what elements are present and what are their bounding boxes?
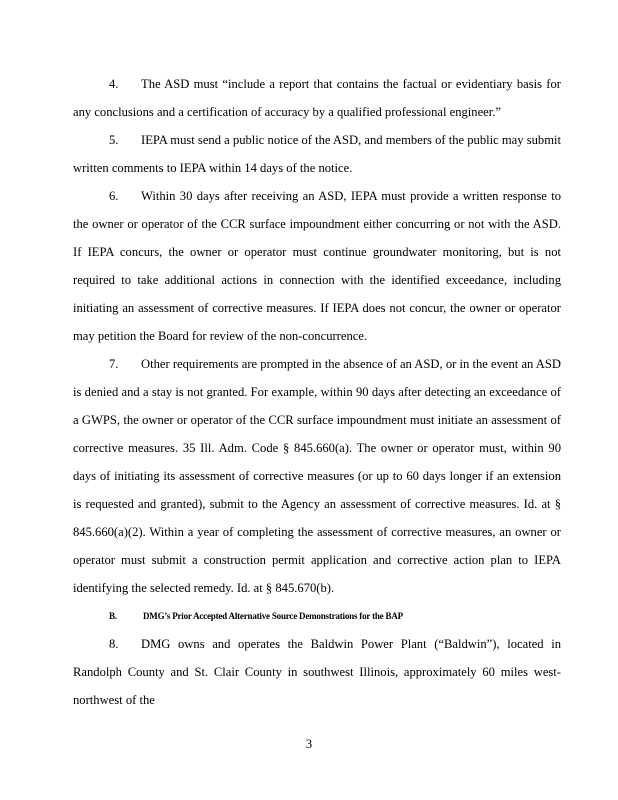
paragraph-8 [73, 630, 561, 714]
section-heading [109, 606, 561, 626]
paragraph-7 [73, 350, 561, 602]
paragraph-number: 4. [109, 77, 119, 91]
page-number: 3 [305, 737, 313, 751]
paragraph-number: 8. [109, 637, 119, 651]
paragraph-text: IEPA must send a public notice of the ASD, and members of the public may submit written comments to IEPA within 14 days of the notice. [73, 133, 561, 175]
paragraph-number: 6. [109, 189, 119, 203]
paragraph-6 [73, 182, 561, 350]
section-letter: B. [109, 611, 117, 621]
section-title: DMG’s Prior Accepted Alternative Source Demonstrations for the BAP [143, 611, 403, 621]
paragraph-5 [73, 126, 561, 182]
paragraph-text: The ASD must “include a report that contains the factual or evidentiary basis for any conclusions and a certification of accuracy by a qualified professional engineer.” [73, 77, 561, 119]
paragraph-number: 7. [109, 357, 119, 371]
paragraph-number: 5. [109, 133, 119, 147]
paragraph-text: Other requirements are prompted in the absence of an ASD, or in the event an ASD is denied and a stay is not granted. For example, within 90 days after detecting an exceedance of a GWPS, the owner or operator of the CCR surface impoundment must initiate an assessment of corrective measures. 35 Ill. Adm. Code § 845.660(a). The owner or operator must, within 90 days of initiating its assessment of corrective measures (or up to 60 days longer if an extension is requested and granted), submit to the Agency an assessment of corrective measures. Id. at § 845.660(a)(2). Within a year of completing the assessment of corrective measures, an owner or operator must submit a construction permit application and corrective action plan to IEPA identifying the selected remedy. Id. at § 845.670(b). [73, 357, 561, 595]
paragraph-text: Within 30 days after receiving an ASD, IEPA must provide a written response to the owner or operator of the CCR surface impoundment either concurring or not with the ASD. If IEPA concurs, the owner or operator must continue groundwater monitoring, but is not required to take additional actions in connection with the identified exceedance, including initiating an assessment of corrective measures. If IEPA does not concur, the owner or operator may petition the Board for review of the non-concurrence. [73, 189, 561, 343]
paragraph-4 [73, 70, 561, 126]
document-body [73, 70, 561, 714]
paragraph-text: DMG owns and operates the Baldwin Power Plant (“Baldwin”), located in Randolph County and St. Clair County in southwest Illinois, approximately 60 miles west-northwest of the [73, 637, 561, 707]
